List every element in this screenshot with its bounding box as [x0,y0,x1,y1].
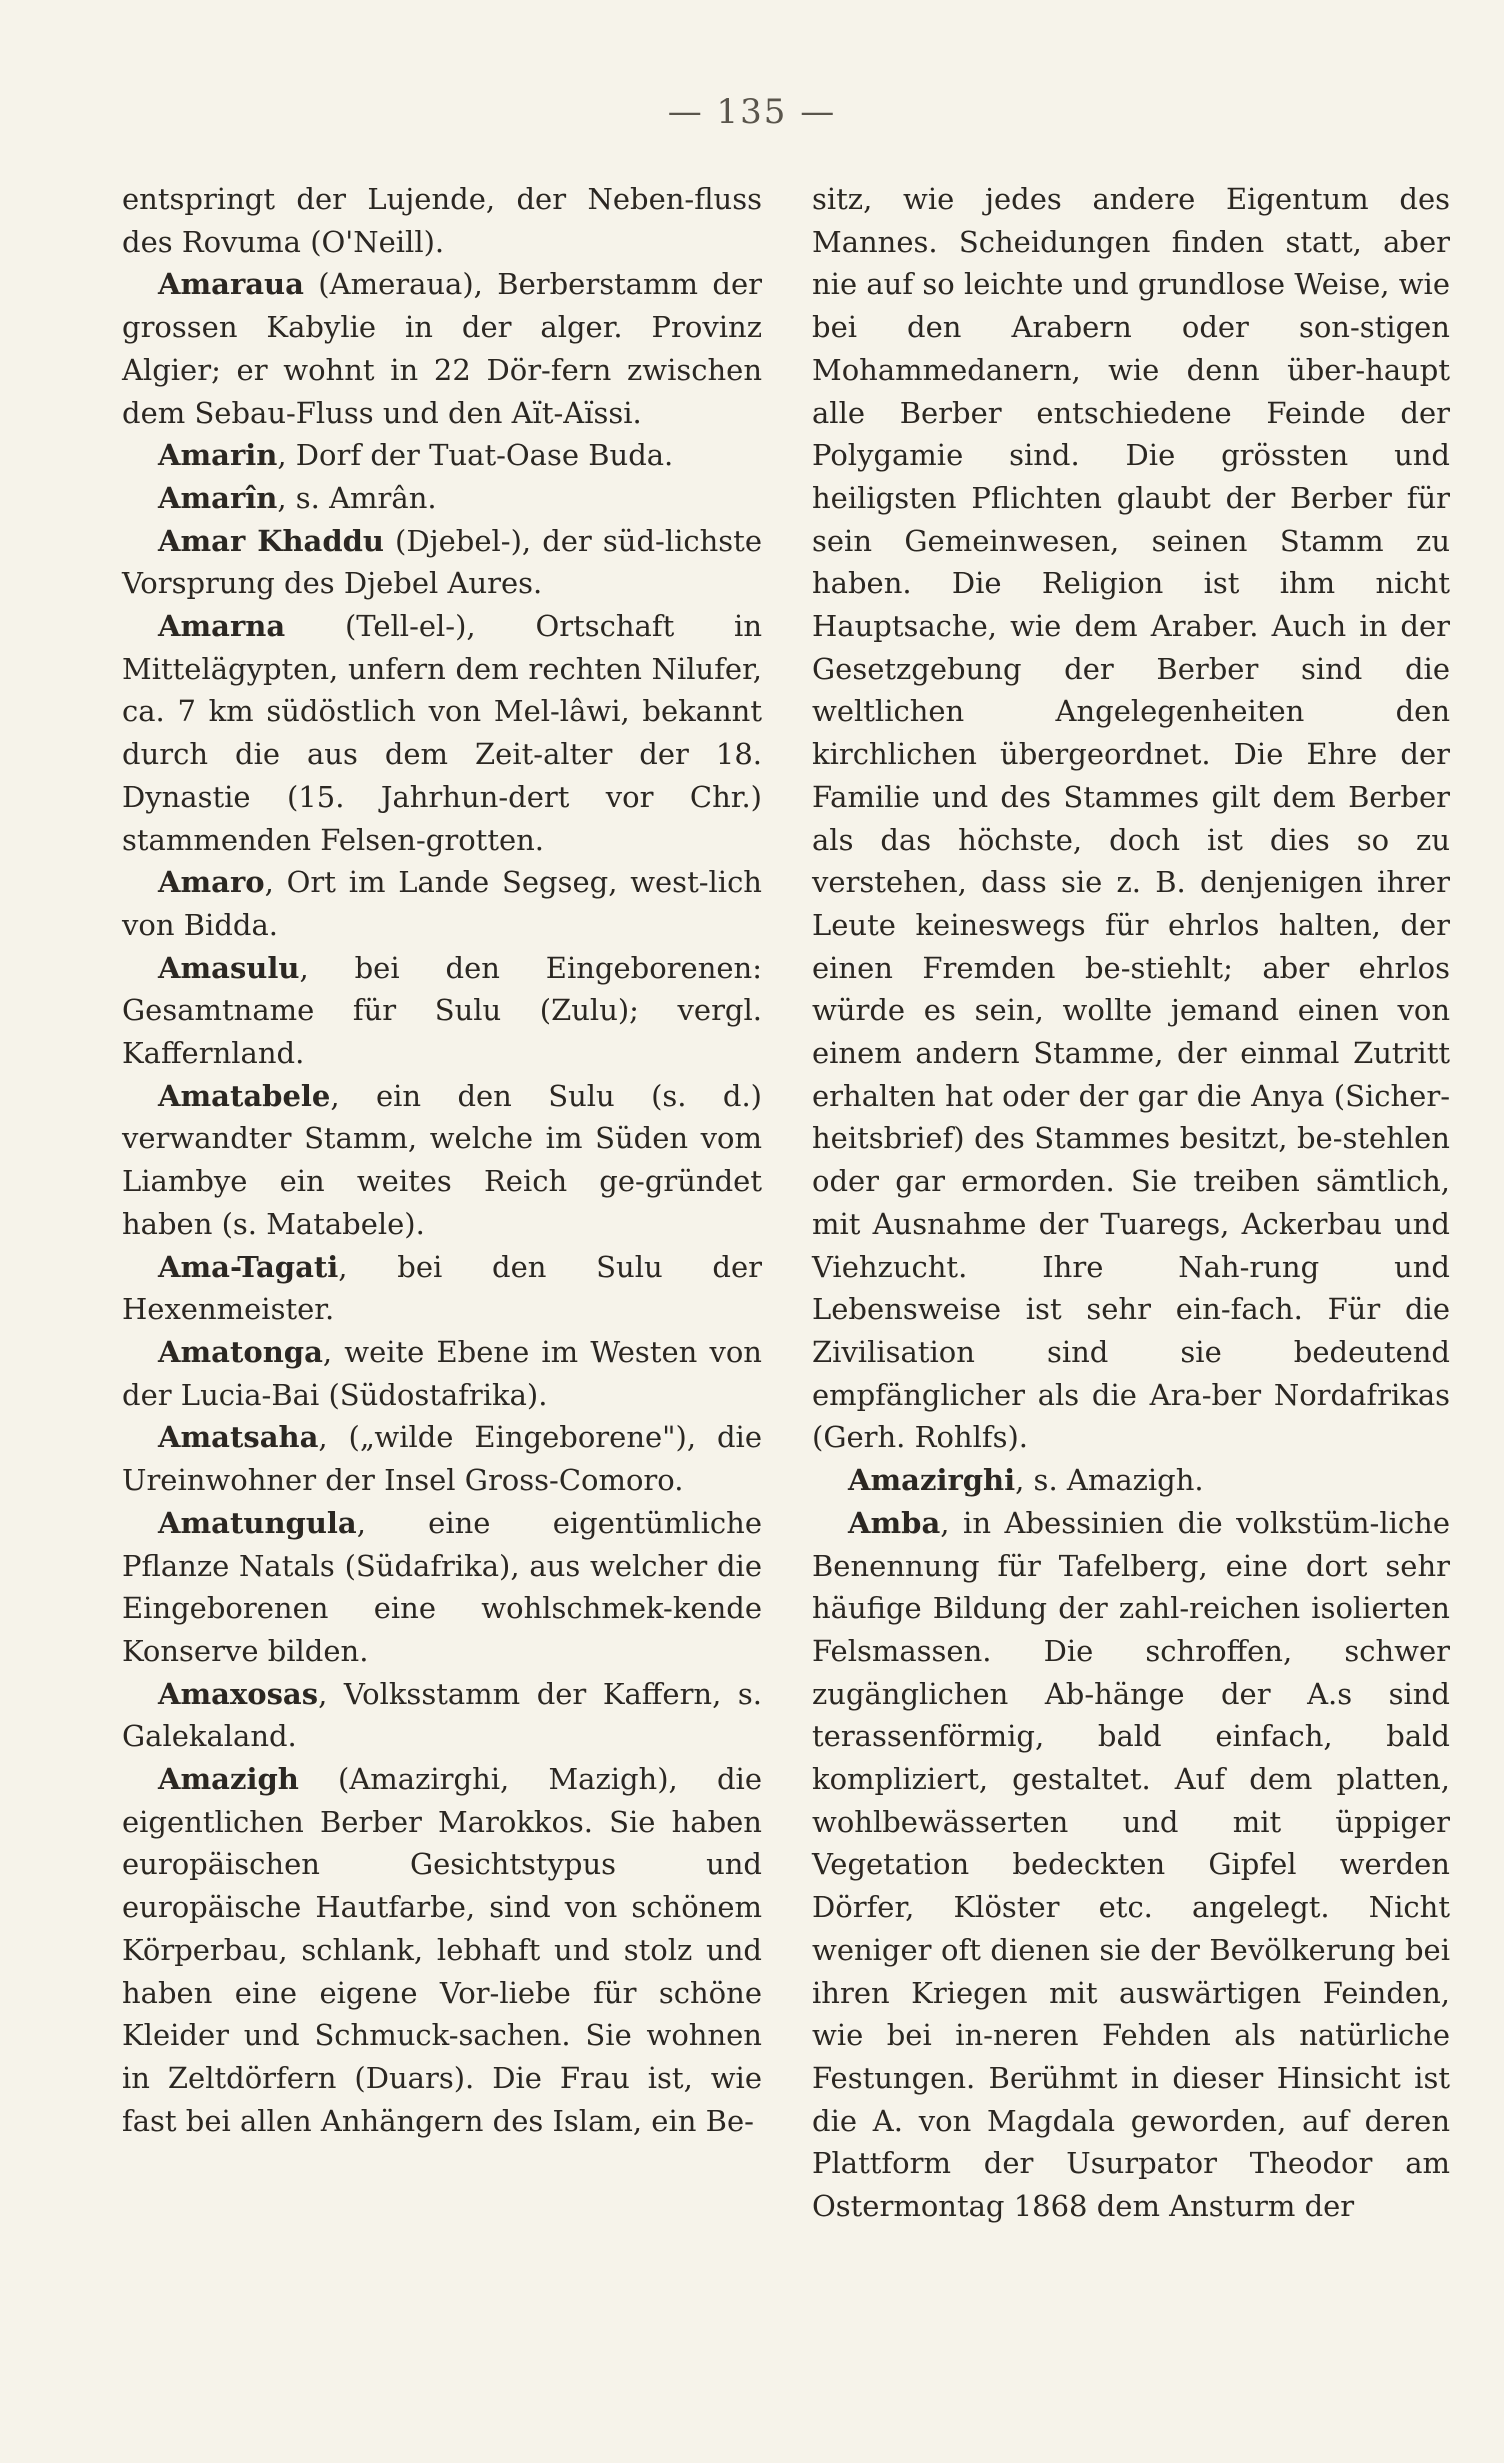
left-column [122,178,762,2142]
dictionary-entry [122,520,762,605]
dictionary-entry [122,1075,762,1246]
dictionary-entry [122,1673,762,1758]
dictionary-entry [812,1502,1450,2228]
entry-term: Amaxosas [158,1676,319,1711]
dictionary-entry [812,178,1450,1459]
entry-text: , eine eigentümliche Pflanze Natals (Südafrika), aus welcher die Eingeborenen eine wohlschmek-kende Konserve bilden. [122,1505,762,1668]
entry-text: , weite Ebene im Westen von der Lucia-Bai (Südostafrika). [122,1334,762,1412]
entry-text: , Ort im Lande Segseg, west-lich von Bidda. [122,865,762,942]
dictionary-entry [122,1758,762,2142]
entry-text: (Ameraua), Berberstamm der grossen Kabylie in der alger. Provinz Algier; er wohnt in 22 Dör-fern zwischen dem Sebau-Fluss und den Aït-Aïssi. [122,267,762,430]
dictionary-entry [122,477,762,520]
dictionary-entry [122,178,762,263]
entry-term: Amarna [158,609,286,644]
entry-term: Amatungula [158,1505,357,1540]
entry-text: (Amazirghi, Mazigh), die eigentlichen Berber Marokkos. Sie haben europäischen Gesichtstypus und europäische Hautfarbe, sind von schönem Körperbau, schlank, lebhaft und stolz und haben eine eigene Vor-liebe für schöne Kleider und Schmuck-sachen. Sie wohnen in Zeltdörfern (Duars). Die Frau ist, wie fast bei allen Anhängern des Islam, ein Be- [122,1762,762,2138]
entry-term: Amatonga [158,1334,323,1369]
entry-text: , ein den Sulu (s. d.) verwandter Stamm, welche im Süden vom Liambye ein weites Reich ge-gründet haben (s. Matabele). [122,1078,762,1241]
entry-term: Amba [848,1505,941,1540]
dictionary-entry [122,1416,762,1501]
entry-text: , s. Amrân. [277,480,437,515]
entry-text: entspringt der Lujende, der Neben-fluss des Rovuma (O'Neill). [122,182,762,259]
entry-term: Amaro [158,865,265,900]
dictionary-entry [122,1502,762,1673]
entry-text: , in Abessinien die volkstüm-liche Benennung für Tafelberg, eine dort sehr häufige Bildung der zahl-reichen isolierten Felsmassen. Die schroffen, schwer zugänglichen Ab-hänge der A.s sind terassenförmig, bald einfach, bald kompliziert, gestaltet. Auf dem platten, wohlbewässerten und mit üppiger Vegetation bedeckten Gipfel werden Dörfer, Klöster etc. angelegt. Nicht weniger oft dienen sie der Bevölkerung bei ihren Kriegen mit auswärtigen Feinden, wie bei in-neren Fehden als natürliche Festungen. Berühmt in dieser Hinsicht ist die A. von Magdala geworden, auf deren Plattform der Usurpator Theodor am Ostermontag 1868 dem Ansturm der [812,1505,1450,2224]
dictionary-entry [122,1246,762,1331]
entry-term: Amazirghi [848,1463,1016,1498]
entry-term: Amar Khaddu [158,523,384,558]
entry-term: Amazigh [158,1762,299,1797]
dictionary-entry [122,605,762,861]
page-number: — 135 — [667,92,837,132]
entry-text: , („wilde Eingeborene"), die Ureinwohner der Insel Gross-Comoro. [122,1420,762,1498]
dictionary-entry [812,1459,1450,1502]
entry-term: Amatsaha [158,1420,319,1455]
entry-term: Amaraua [158,267,304,302]
entry-text: (Tell-el-), Ortschaft in Mittelägypten, unfern dem rechten Nilufer, ca. 7 km südöstlich von Mel-lâwi, bekannt durch die aus dem Zeit-alter der 18. Dynastie (15. Jahrhun-dert vor Chr.) stammenden Felsen-grotten. [122,609,762,857]
entry-text: , bei den Sulu der Hexenmeister. [122,1249,762,1327]
entry-text: , Volksstamm der Kaffern, s. Galekaland. [122,1676,762,1754]
entry-text: , Dorf der Tuat-Oase Buda. [277,438,674,473]
entry-text: sitz, wie jedes andere Eigentum des Mannes. Scheidungen finden statt, aber nie auf so leichte und grundlose Weise, wie bei den Arabern oder son-stigen Mohammedanern, wie denn über-haupt alle Berber entschiedene Feinde der Polygamie sind. Die grössten und heiligsten Pflichten glaubt der Berber für sein Gemeinwesen, seinen Stamm zu haben. Die Religion ist ihm nicht Hauptsache, wie dem Araber. Auch in der Gesetzgebung der Berber sind die weltlichen Angelegenheiten den kirchlichen übergeordnet. Die Ehre der Familie und des Stammes gilt dem Berber als das höchste, doch ist dies so zu verstehen, dass sie z. B. denjenigen ihrer Leute keineswegs für ehrlos halten, der einen Fremden be-stiehlt; aber ehrlos würde es sein, wollte jemand einen von einem andern Stamme, der einmal Zutritt erhalten hat oder der gar die Anya (Sicher-heitsbrief) des Stammes besitzt, be-stehlen oder gar ermorden. Sie treiben sämtlich, mit Ausnahme der Tuaregs, Ackerbau und Viehzucht. Ihre Nah-rung und Lebensweise ist sehr ein-fach. Für die Zivilisation sind sie bedeutend empfänglicher als die Ara-ber Nordafrikas (Gerh. Rohlfs). [812,182,1450,1455]
entry-term: Amatabele [158,1078,331,1113]
entry-term: Amarin [158,438,278,473]
dictionary-entry [122,263,762,434]
entry-term: Amarîn [158,480,278,515]
entry-text: (Djebel-), der süd-lichste Vorsprung des Djebel Aures. [122,523,762,601]
entry-term: Amasulu [158,950,300,985]
dictionary-entry [122,861,762,946]
dictionary-entry [122,1331,762,1416]
dictionary-entry [122,434,762,477]
entry-text: , bei den Eingeborenen: Gesamtname für Sulu (Zulu); vergl. Kaffernland. [122,950,762,1071]
dictionary-entry [122,947,762,1075]
right-column [812,178,1450,2228]
entry-text: , s. Amazigh. [1015,1463,1204,1498]
entry-term: Ama-Tagati [158,1249,339,1284]
